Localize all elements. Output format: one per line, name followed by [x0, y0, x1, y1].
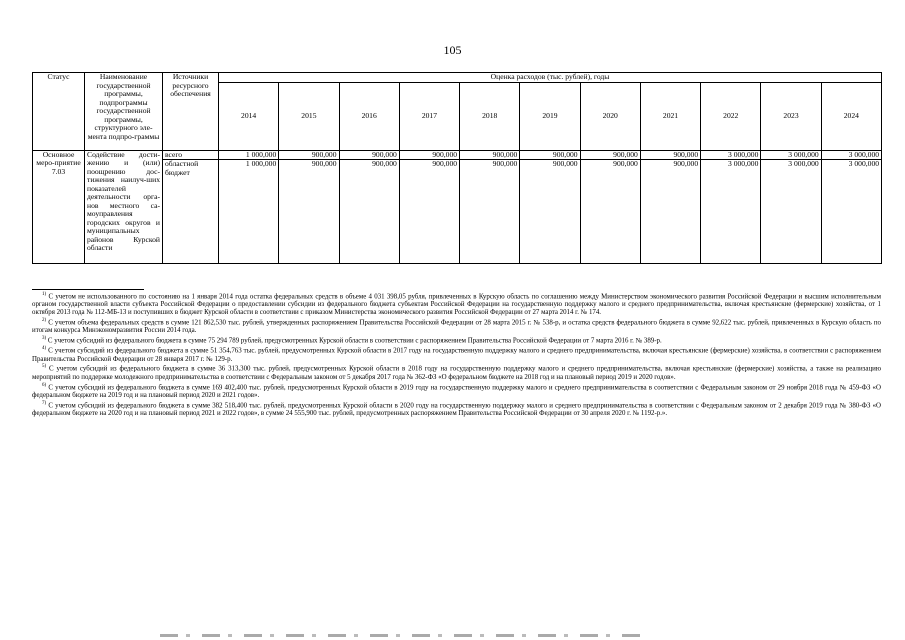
regional-value-cell: 900,000 — [279, 160, 339, 264]
footnote — [32, 291, 881, 317]
page-number: 105 — [443, 43, 462, 57]
total-value-cell: 1 000,000 — [219, 150, 279, 160]
year-header: 2014 — [219, 82, 279, 150]
year-header: 2017 — [399, 82, 459, 150]
footnote — [32, 335, 881, 345]
regional-value-cell: 3 000,000 — [821, 160, 881, 264]
activity-name-cell: Содействие дости-жению и (или) поощрению дос-тижения наилуч-ших показателей деятельности орга-нов местного са-моуправления городских округов и муниципальных районов Курской области — [85, 150, 163, 264]
year-header: 2023 — [761, 82, 821, 150]
scan-artifact — [160, 634, 640, 637]
year-header: 2019 — [520, 82, 580, 150]
footnote-text: С учетом не использованного по состоянию на 1 января 2014 года остатка федеральных средств в объеме 4 031 398,05 рубля, привлеченных в Курскую область по соглашению между Министерством экономического развития Российской Федерации и высшим исполнительным органом государственной власти субъекта Российской Федерации о предоставлении субсидии из федерального бюджета субъектам Российской Федерации на государственную поддержку малого и среднего предпринимательства, включая крестьянские (фермерские) хозяйства, от 1 октября 2013 года № 112-МБ-13 и поступивших в бюджет Курской области в соответствии с приказом Министерства экономического развития Российской Федерации от 27 марта 2014 г. № 174. — [32, 293, 881, 317]
regional-value-cell: 3 000,000 — [761, 160, 821, 264]
total-value-cell: 900,000 — [279, 150, 339, 160]
regional-value-cell: 900,000 — [339, 160, 399, 264]
year-header: 2015 — [279, 82, 339, 150]
footnote-mark: 3) — [42, 336, 47, 342]
total-value-cell: 3 000,000 — [821, 150, 881, 160]
total-value-cell: 900,000 — [399, 150, 459, 160]
regional-value-cell: 900,000 — [399, 160, 459, 264]
header-row-1 — [33, 73, 882, 83]
footnote-text: С учетом субсидий из федерального бюджета в сумме 382 518,400 тыс. рублей, предусмотренных Курской области в 2020 году на государственную поддержку малого и среднего предпринимательства в соответствии с Федеральным законом от 2 декабря 2019 года № 380-ФЗ «О федеральном бюджете на 2020 год и на плановый период 2021 и 2022 годов», в сумме 24 555,900 тыс. рублей, предусмотренных распоряжением Правительства Российской Федерации от 30 апреля 2020 г. № 1192-р.». — [32, 401, 882, 417]
year-header: 2024 — [821, 82, 881, 150]
footnote — [32, 345, 881, 363]
footnotes-block — [32, 291, 881, 418]
estimate-header: Оценка расходов (тыс. рублей), годы — [219, 73, 882, 83]
regional-value-cell: 900,000 — [460, 160, 520, 264]
footnote-text: С учетом субсидий из федерального бюджета в сумме 51 354,763 тыс. рублей, предусмотренных Курской области в 2017 году на государственную поддержку малого и среднего предпринимательства, включая крестьянские (фермерские) хозяйства, в соответствии с распоряжением Правительства Российской Федерации от 28 января 2017 г. № 129-р. — [32, 347, 881, 363]
total-value-cell: 900,000 — [580, 150, 640, 160]
total-value-cell: 900,000 — [640, 150, 700, 160]
regional-value-cell: 900,000 — [580, 160, 640, 264]
footnote-mark: 5) — [42, 364, 47, 370]
total-value-cell: 900,000 — [520, 150, 580, 160]
footnote-text: С учетом субсидий из федерального бюджета в сумме 169 402,400 тыс. рублей, предусмотренных Курской области в 2019 году на государственную поддержку малого и среднего предпринимательства в соответствии с Федеральным законом от 29 ноября 2018 года № 459-ФЗ «О федеральном бюджете на 2019 год и на плановый период 2020 и 2021 годов». — [32, 383, 881, 399]
source-total-cell: всего — [163, 150, 219, 160]
year-header: 2020 — [580, 82, 640, 150]
footnote-text: С учетом субсидий из федерального бюджета в сумме 75 294 789 рублей, предусмотренных Курской области в соответствии с распоряжением Правительства Российской Федерации от 7 марта 2016 г. № 389-р. — [47, 337, 662, 345]
total-value-cell: 900,000 — [460, 150, 520, 160]
footnote — [32, 400, 881, 418]
total-value-cell: 900,000 — [339, 150, 399, 160]
regional-value-cell: 1 000,000 — [219, 160, 279, 264]
status-cell: Основное меро-приятие 7.03 — [33, 150, 85, 264]
total-value-cell: 3 000,000 — [701, 150, 761, 160]
regional-value-cell: 900,000 — [640, 160, 700, 264]
footnote — [32, 317, 881, 335]
sources-header: Источники ресурсного обеспечения — [163, 73, 219, 151]
footnote — [32, 363, 881, 381]
footnote-mark: 7) — [42, 400, 47, 406]
year-header: 2022 — [701, 82, 761, 150]
footnote-mark: 1) — [42, 292, 47, 297]
regional-value-cell: 900,000 — [520, 160, 580, 264]
regional-value-cell: 3 000,000 — [701, 160, 761, 264]
budget-table — [32, 72, 882, 264]
source-regional-cell: областной бюджет — [163, 160, 219, 264]
footnote-mark: 6) — [42, 382, 47, 388]
year-header: 2021 — [640, 82, 700, 150]
year-header: 2016 — [339, 82, 399, 150]
footnote-text: С учетом субсидий из федерального бюджета в сумме 36 313,300 тыс. рублей, предусмотренных Курской области в 2018 году на государственную поддержку малого и среднего предпринимательства, включая крестьянские (фермерские) хозяйства, а также на реализацию мероприятий по поддержке молодежного предпринимательства в соответствии с Федеральным законом от 5 декабря 2017 года № 362-ФЗ «О федеральном бюджете на 2018 год и на плановый период 2019 и 2020 годов». — [32, 365, 881, 381]
status-header: Статус — [33, 73, 85, 151]
year-header: 2018 — [460, 82, 520, 150]
total-value-cell: 3 000,000 — [761, 150, 821, 160]
name-header: Наименование государственной программы, подпрограммы государственной программы, структурного эле-мента подпро-граммы — [85, 73, 163, 151]
footnote-text: С учетом объема федеральных средств в сумме 121 862,530 тыс. рублей, утвержденных распоряжением Правительства Российской Федерации от 28 марта 2015 г. № 538-р, и остатка средств федерального бюджета в сумме 92,622 тыс. рублей, привлеченных в Курскую область по итогам конкурса Минэкономразвития России 2014 года. — [32, 319, 881, 335]
footnote-mark: 2) — [42, 318, 47, 324]
footnote-mark: 4) — [42, 346, 47, 352]
footnote — [32, 382, 881, 400]
table-row-total — [33, 150, 882, 160]
footnote-separator — [32, 289, 144, 290]
